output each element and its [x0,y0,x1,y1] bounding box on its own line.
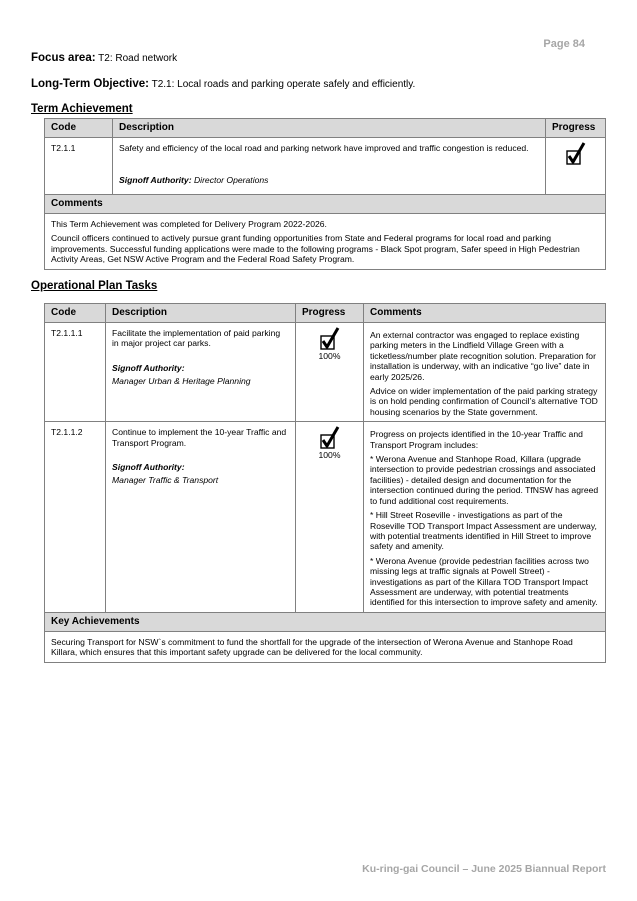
table-row [45,138,606,195]
table-row [45,323,606,422]
comment-paragraph: * Werona Avenue and Stanhope Road, Killara (upgrade intersection to provide pedestrian crossings and associated facilities) - detailed design and documentation for the intersection continued during the period. TfNSW has agreed to fund additional cost requirements. [370,454,599,506]
progress-cell [296,422,364,613]
comment-paragraph: * Werona Avenue (provide pedestrian facilities across two missing legs at traffic signals at Powell Street) - investigations as part of the Killara TOD Transport Impact Assessment are underway, with potential treatments identified for this intersection to improve safety and amenity. [370,555,598,608]
comment-paragraph: Council officers continued to actively pursue grant funding opportunities from State and Federal programs for local road and parking improvements. Successful funding applications were made to the following programs - Black Spot program, Safer speed in High Pedestrian Activity Areas, Get NSW Active Program and the Federal Road Safety Program. [51,233,580,265]
signoff-label: Signoff Authority: [112,462,185,473]
row-description-cell [113,138,546,195]
comment-paragraph: * Hill Street Roseville - investigations as part of the Roseville TOD Transport Impact Assessment are underway, with potential treatments identified in Hill Street to improve safety and amenity. [370,510,597,552]
comment-paragraph: Advice on wider implementation of the paid parking strategy is on hold pending confirmation of Council’s alternative TOD housing scenarios by the State government. [370,386,598,417]
col-comments-header: Comments [364,304,606,323]
comment-paragraph: Progress on projects identified in the 10-year Traffic and Transport Program includes: [370,429,583,450]
signoff-value: Manager Urban & Heritage Planning [112,376,251,387]
task-description: Facilitate the implementation of paid parking in major project car parks. [112,328,281,349]
signoff-label: Signoff Authority: [119,175,192,186]
signoff-value: Director Operations [193,175,269,186]
task-description-cell [106,323,296,422]
focus-area-label: Focus area: [31,52,96,64]
comment-paragraph: An external contractor was engaged to replace existing parking meters in the Lindfield Village Green with a ticketless/number plate recognition solution. Preparation for installation is underway, with an indicative “go live” date in early 2025/26. [370,330,596,382]
row-code: T2.1.1 [45,138,113,195]
col-description-header: Description [106,304,296,323]
term-achievement-heading: Term Achievement [31,103,133,115]
task-description: Continue to implement the 10-year Traffic and Transport Program. [112,427,287,448]
task-comments-cell [364,323,606,422]
focus-area-value: T2: Road network [98,53,178,64]
comments-header: Comments [45,195,606,214]
key-achievements-header: Key Achievements [45,612,606,631]
col-progress-header: Progress [546,119,606,138]
page-number: Page 84 [543,38,585,50]
objective-value: T2.1: Local roads and parking operate safely and efficiently. [151,79,416,90]
operational-plan-tasks-heading: Operational Plan Tasks [31,280,158,292]
progress-cell [546,138,606,195]
table-row [45,422,606,613]
col-description-header: Description [113,119,546,138]
comments-cell [45,214,606,270]
long-term-objective [31,78,415,90]
operational-plan-table [44,303,606,663]
term-achievement-table [44,118,606,270]
objective-label: Long-Term Objective: [31,78,149,90]
col-code-header: Code [45,304,106,323]
signoff-label: Signoff Authority: [112,362,185,373]
progress-percent: 100% [318,351,341,361]
task-description-cell [106,422,296,613]
footer-report-title: Ku-ring-gai Council – June 2025 Biannual Report [362,863,606,875]
progress-percent: 100% [318,450,341,461]
signoff-value: Manager Traffic & Transport [112,475,219,486]
col-progress-header: Progress [296,304,364,323]
comment-paragraph: This Term Achievement was completed for Delivery Program 2022-2026. [51,219,327,229]
checkbox-checked-icon [319,426,341,450]
task-code: T2.1.1.1 [45,323,106,422]
checkbox-checked-icon [319,327,341,351]
row-description: Safety and efficiency of the local road and parking network have improved and traffic congestion is reduced. [119,143,529,153]
checkbox-checked-icon [565,142,587,166]
progress-cell [296,323,364,422]
task-comments-cell [364,422,606,613]
col-code-header: Code [45,119,113,138]
task-code: T2.1.1.2 [45,422,106,613]
focus-area [31,52,177,64]
key-achievements-text: Securing Transport for NSW`s commitment to fund the shortfall for the upgrade of the intersection of Werona Avenue and Stanhope Road Killara, which ensures that this important safety upgrade can be delivered for the local community. [45,631,606,662]
